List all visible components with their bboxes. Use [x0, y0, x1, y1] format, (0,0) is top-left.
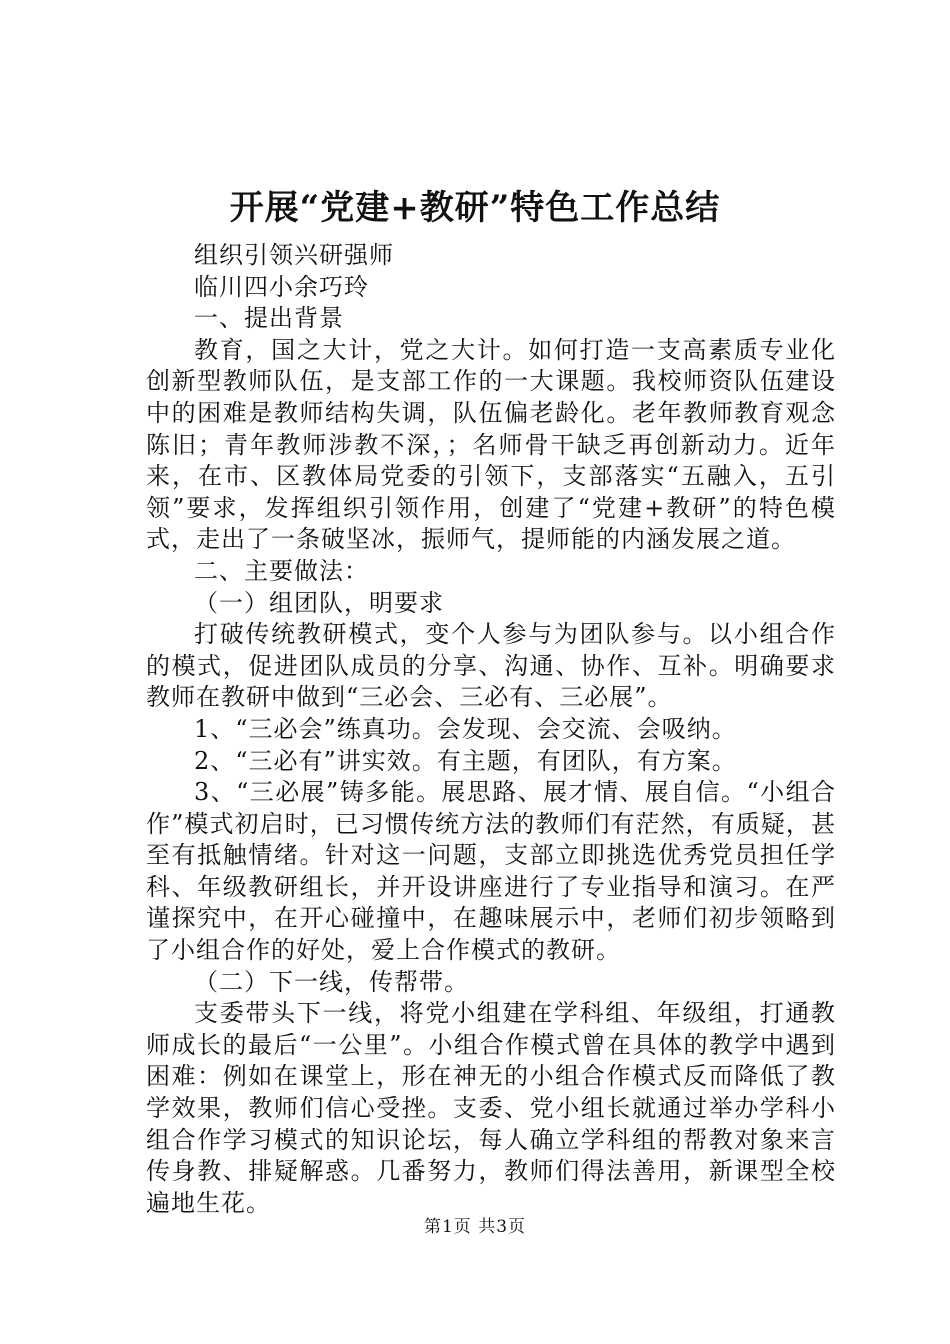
- subsection-heading: （一）组团队，明要求: [194, 588, 444, 617]
- body-paragraph: 打破传统教研模式，变个人参与为团队参与。以小组合作的模式，促进团队成员的分享、沟通、协作、互补。明确要求教师在教研中做到“三必会、三必有、三必展”。: [146, 620, 836, 712]
- subtitle-line: 组织引领兴研强师: [194, 241, 394, 269]
- page-footer: 第1页 共3页: [423, 1217, 527, 1237]
- document-body: [146, 240, 836, 1219]
- document-title: 开展“党建+教研”特色工作总结: [229, 188, 721, 228]
- list-item: 2、“三必有”讲实效。有主题，有团队，有方案。: [194, 746, 737, 775]
- list-item: 3、“三必展”铸多能。展思路、展才情、展自信。“小组合作”模式初启时，已习惯传统方法的教师们有茫然，有质疑，甚至有抵触情绪。针对这一问题，支部立即挑选优秀党员担任学科、年级教研组长，并开设讲座进行了专业指导和演习。在严谨探究中，在开心碰撞中，在趣味展示中，老师们初步领略到了小组合作的好处，爱上合作模式的教研。: [146, 778, 836, 965]
- section-heading: 二、主要做法：: [194, 556, 369, 585]
- body-paragraph: 支委带头下一线，将党小组建在学科组、年级组，打通教师成长的最后“一公里”。小组合作模式曾在具体的教学中遇到困难：例如在课堂上，形在神无的小组合作模式反而降低了教学效果，教师们信心受挫。支委、党小组长就通过举办学科小组合作学习模式的知识论坛，每人确立学科组的帮教对象来言传身教、排疑解惑。几番努力，教师们得法善用，新课型全校遍地生花。: [146, 999, 836, 1217]
- author-line: 临川四小余巧玲: [194, 272, 369, 301]
- list-item: 1、“三必会”练真功。会发现、会交流、会吸纳。: [194, 714, 737, 743]
- body-paragraph: 教育，国之大计，党之大计。如何打造一支高素质专业化创新型教师队伍，是支部工作的一大课题。我校师资队伍建设中的困难是教师结构失调，队伍偏老龄化。老年教师教育观念陈旧；青年教师涉教不深，；名师骨干缺乏再创新动力。近年来，在市、区教体局党委的引领下，支部落实“五融入，五引领”要求，发挥组织引领作用，创建了“党建+教研”的特色模式，走出了一条破坚冰，振师气，提师能的内涵发展之道。: [146, 335, 836, 554]
- section-heading: 一、提出背景: [194, 304, 344, 333]
- subsection-heading: （二）下一线，传帮带。: [194, 967, 469, 996]
